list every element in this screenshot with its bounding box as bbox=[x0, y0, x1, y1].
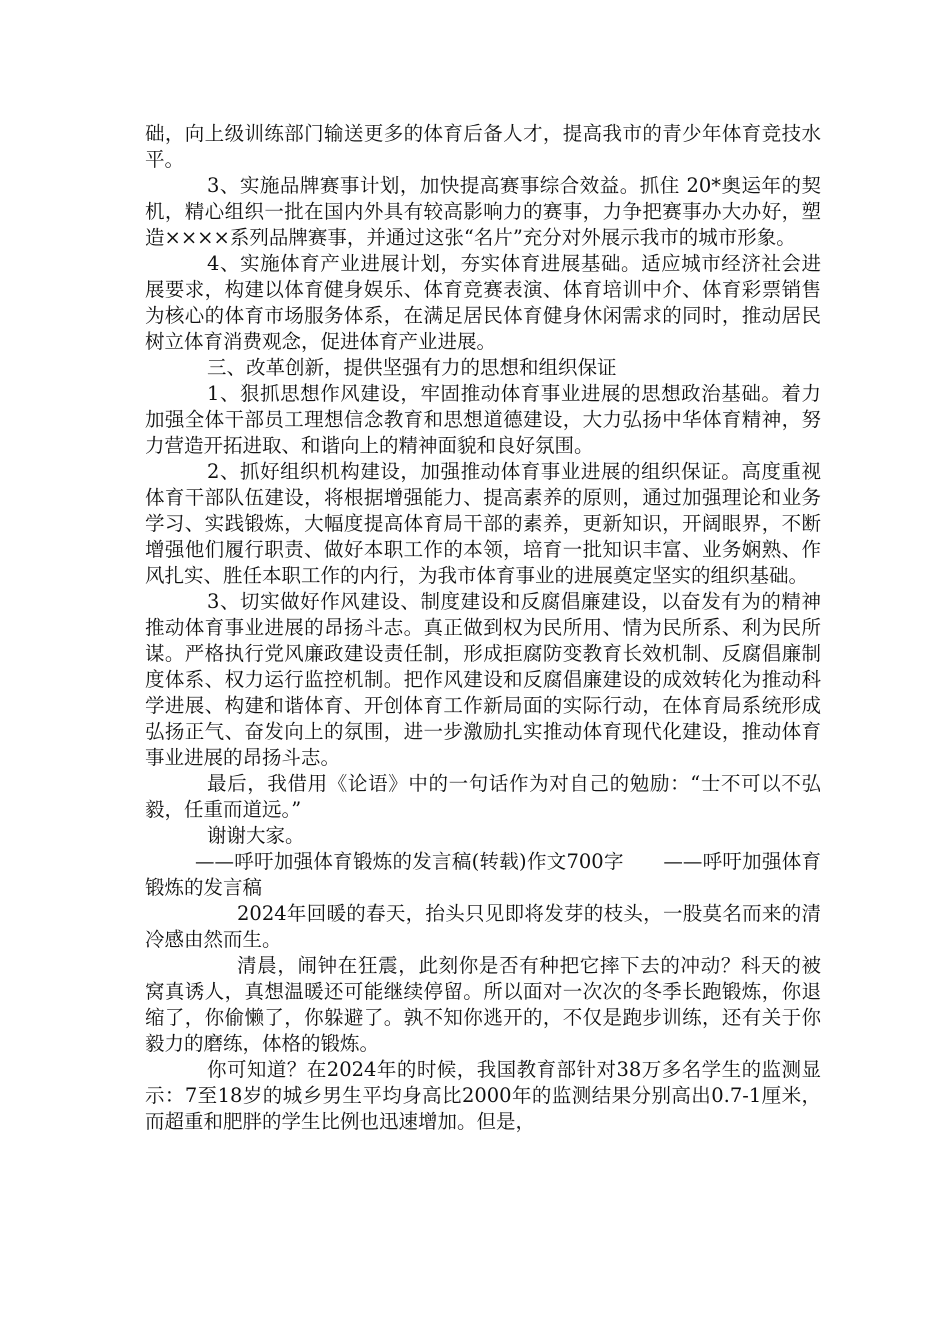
paragraph-morning: 清晨，闹钟在狂震，此刻你是否有种把它摔下去的冲动？科天的被窝真诱人，真想温暖还可能继续停留。所以面对一次次的冬季长跑锻炼，你退缩了，你偷懒了，你躲避了。孰不知你逃开的，不仅是跑步训练，还有关于你毅力的磨练，体格的锻炼。 bbox=[145, 954, 821, 1055]
section-heading-reform: 三、改革创新，提供坚强有力的思想和组织保证 bbox=[207, 356, 617, 379]
paragraph-thanks: 谢谢大家。 bbox=[207, 824, 305, 847]
paragraph-ideology: 1、狠抓思想作风建设，牢固推动体育事业进展的思想政治基础。着力加强全体干部员工理想信念教育和思想道德建设，大力弘扬中华体育精神，努力营造开拓进取、和谐向上的精神面貌和良好氛围。 bbox=[145, 382, 821, 457]
paragraph-statistics: 你可知道？在2024年的时候，我国教育部针对38万多名学生的监测显示：7至18岁的城乡男生平均身高比2000年的监测结果分别高出0.7-1厘米，而超重和肥胖的学生比例也迅速增加。但是， bbox=[145, 1058, 821, 1133]
document-body bbox=[145, 121, 821, 1135]
paragraph-brand-events: 3、实施品牌赛事计划，加快提高赛事综合效益。抓住 20*奥运年的契机，精心组织一批在国内外具有较高影响力的赛事，力争把赛事办大办好，塑造××××系列品牌赛事，并通过这张“名片”充分对外展示我市的城市形象。 bbox=[145, 174, 821, 249]
paragraph-work-style: 3、切实做好作风建设、制度建设和反腐倡廉建设，以奋发有为的精神推动体育事业进展的昂扬斗志。真正做到权为民所用、情为民所系、利为民所谋。严格执行党风廉政建设责任制，形成拒腐防变教育长效机制、反腐倡廉制度体系、权力运行监控机制。把作风建设和反腐倡廉建设的成效转化为推动科学进展、构建和谐体育、开创体育工作新局面的实际行动，在体育局系统形成弘扬正气、奋发向上的氛围，进一步激励扎实推动体育现代化建设，推动体育事业进展的昂扬斗志。 bbox=[145, 590, 821, 769]
paragraph-organization: 2、抓好组织机构建设，加强推动体育事业进展的组织保证。高度重视体育干部队伍建设，将根据增强能力、提高素养的原则，通过加强理论和业务学习、实践锻炼，大幅度提高体育局干部的素养，更新知识，开阔眼界，不断增强他们履行职责、做好本职工作的本领，培育一批知识丰富、业务娴熟、作风扎实、胜任本职工作的内行，为我市体育事业的进展奠定坚实的组织基础。 bbox=[145, 460, 821, 587]
paragraph-spring: 2024年回暖的春天，抬头只见即将发芽的枝头，一股莫名而来的清冷感由然而生。 bbox=[145, 902, 821, 951]
paragraph-closing-quote: 最后，我借用《论语》中的一句话作为对自己的勉励：“士不可以不弘毅，任重而道远。” bbox=[145, 772, 821, 821]
paragraph-sports-industry: 4、实施体育产业进展计划，夯实体育进展基础。适应城市经济社会进展要求，构建以体育健身娱乐、体育竞赛表演、体育培训中介、体育彩票销售为核心的体育市场服务体系，在满足居民体育健身休闲需求的同时，推动居民树立体育消费观念，促进体育产业进展。 bbox=[145, 252, 821, 353]
paragraph-continuation: 础，向上级训练部门输送更多的体育后备人才，提高我市的青少年体育竞技水平。 bbox=[145, 122, 821, 171]
article-subtitle: ——呼吁加强体育锻炼的发言稿(转载)作文700字 ——呼吁加强体育锻炼的发言稿 bbox=[145, 850, 821, 899]
